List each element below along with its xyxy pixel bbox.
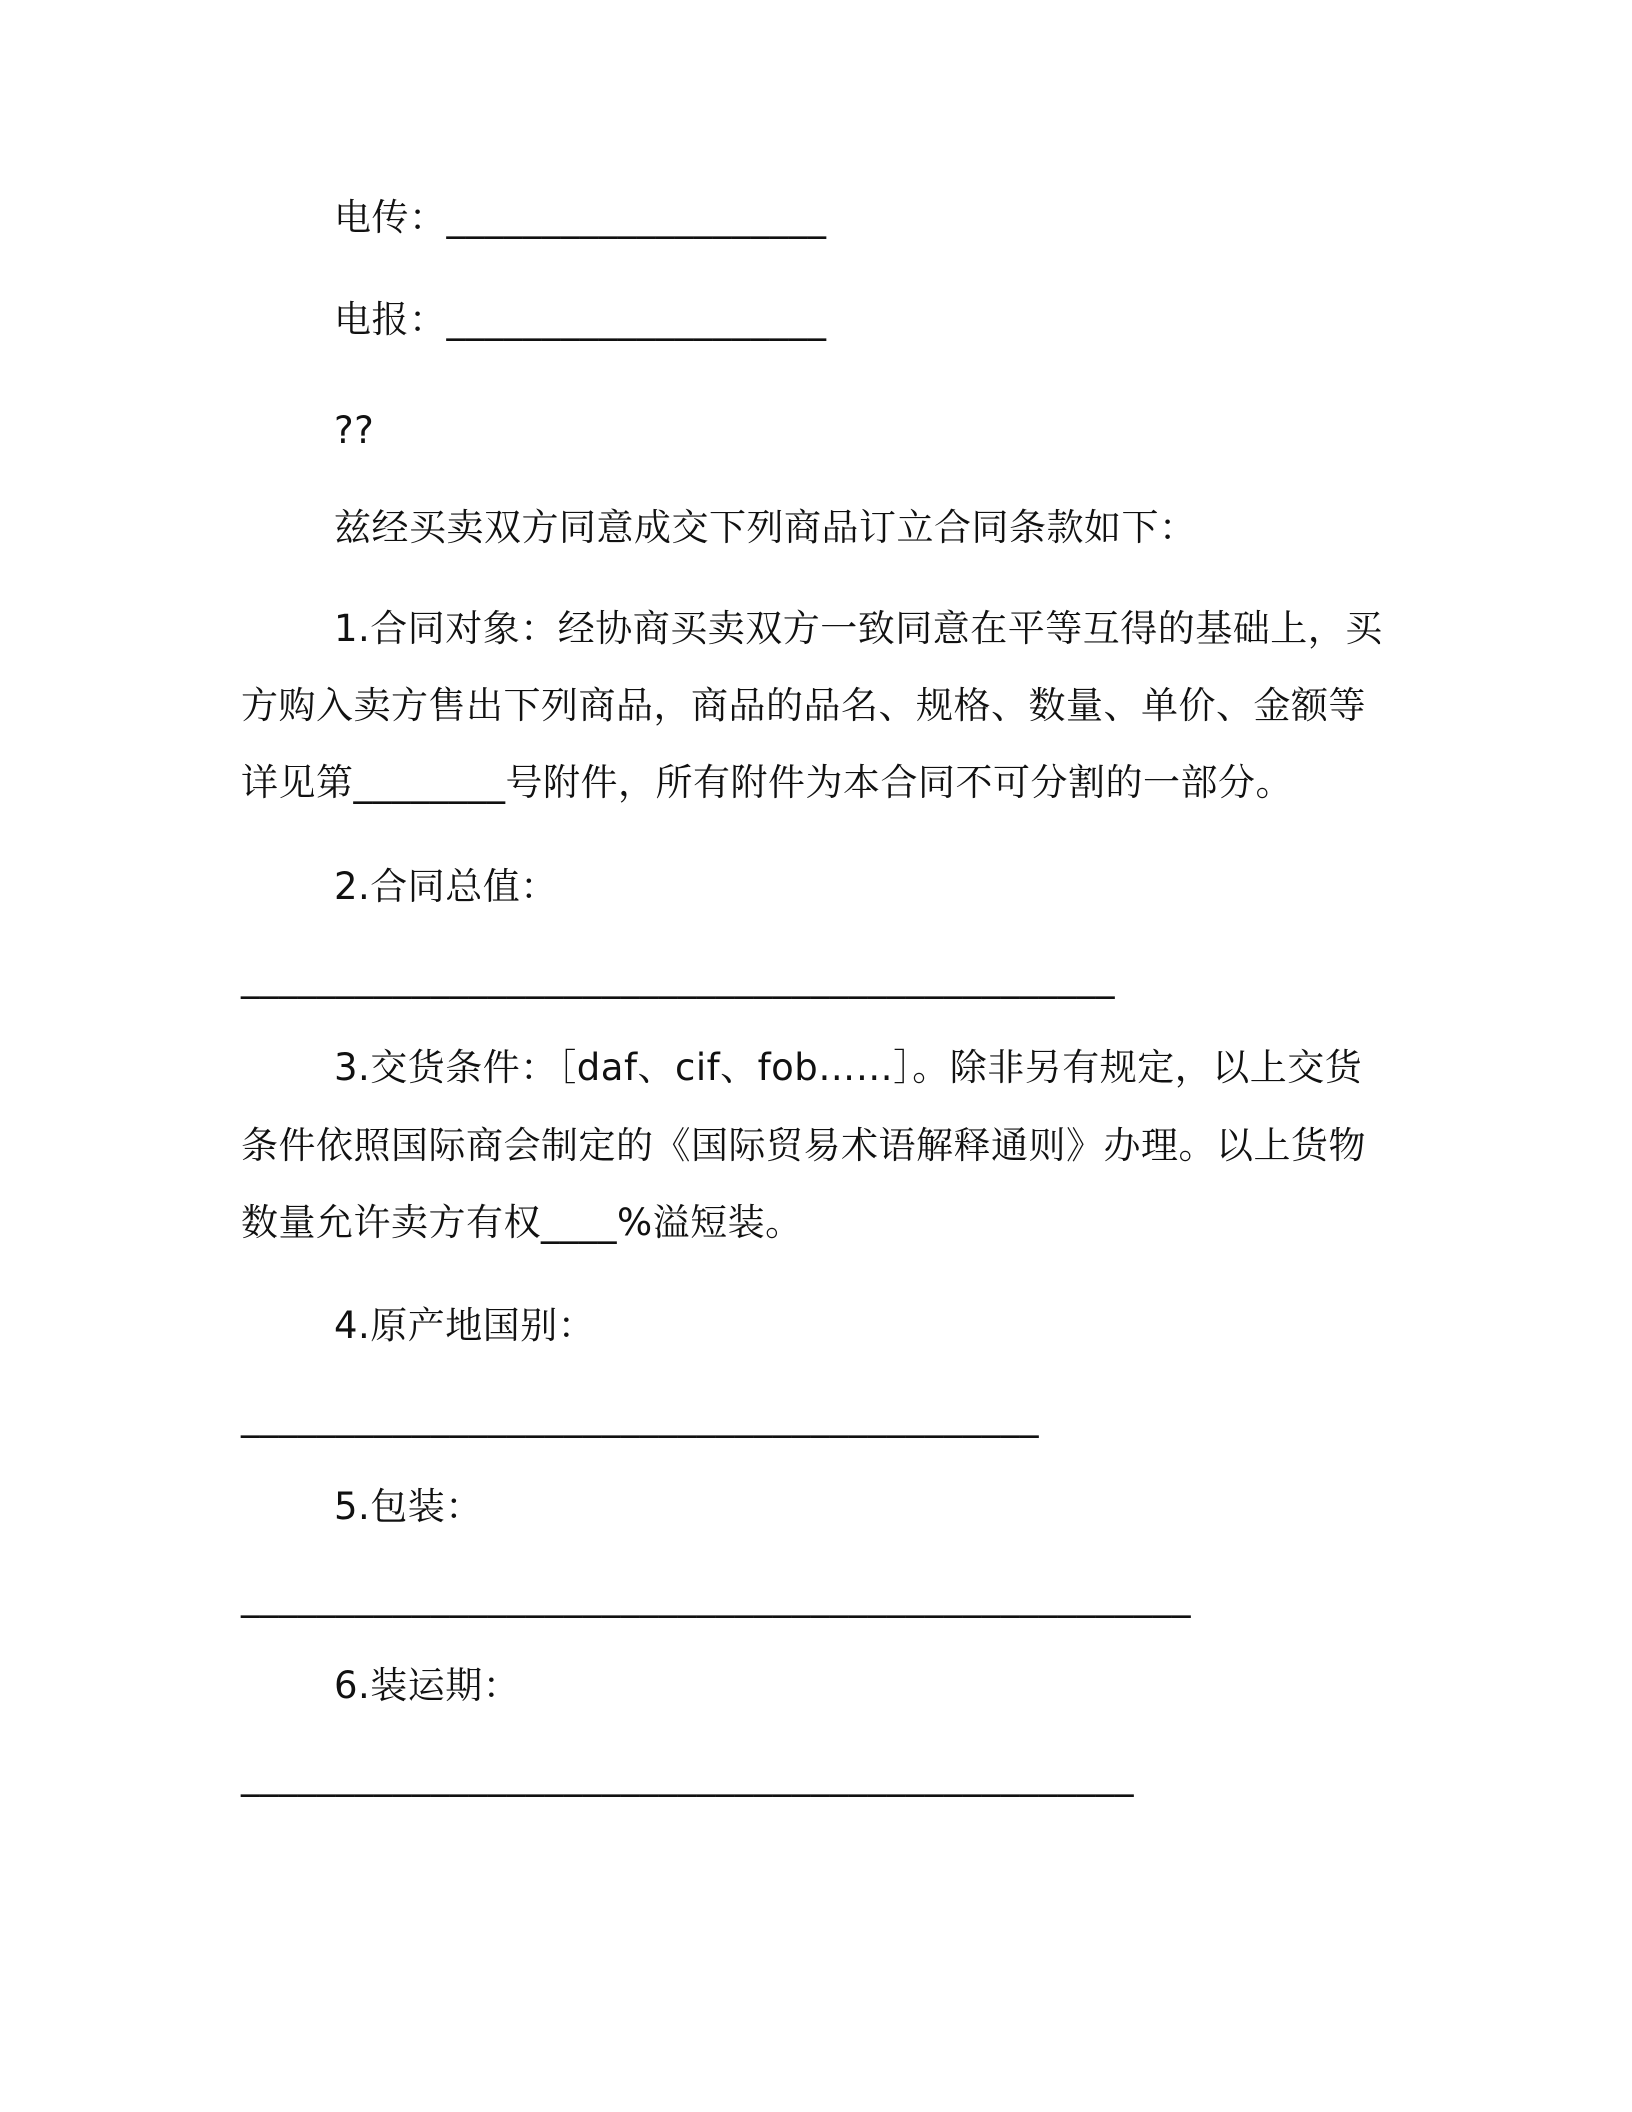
clause-3-line-3: 数量允许卖方有权____%溢短装。 xyxy=(241,1201,803,1244)
telegram-field: 电报：____________________ xyxy=(334,298,827,341)
clause-1-line-3: 详见第________号附件，所有附件为本合同不可分割的一部分。 xyxy=(241,761,1293,804)
clause-2-blank: ______________________________________________ xyxy=(241,956,1115,999)
fax-field: 电传：____________________ xyxy=(334,196,827,239)
placeholder-marks: ?? xyxy=(334,409,375,452)
clause-3-line-2: 条件依照国际商会制定的《国际贸易术语解释通则》办理。以上货物 xyxy=(241,1124,1366,1167)
clause-5-heading: 5.包装： xyxy=(334,1485,483,1528)
clause-1-line-1: 1.合同对象：经协商买卖双方一致同意在平等互得的基础上，买 xyxy=(334,607,1383,650)
clause-2-heading: 2.合同总值： xyxy=(334,865,558,908)
clause-1-line-2: 方购入卖方售出下列商品，商品的品名、规格、数量、单价、金额等 xyxy=(241,684,1366,727)
clause-4-heading: 4.原产地国别： xyxy=(334,1304,596,1347)
clause-4-blank: __________________________________________ xyxy=(241,1395,1039,1438)
clause-6-heading: 6.装运期： xyxy=(334,1664,521,1707)
clause-5-blank: __________________________________________________ xyxy=(241,1575,1191,1618)
clause-6-blank: _______________________________________________ xyxy=(241,1754,1134,1797)
intro-paragraph: 兹经买卖双方同意成交下列商品订立合同条款如下： xyxy=(334,506,1197,549)
clause-3-line-1: 3.交货条件：［daf、cif、fob……］。除非另有规定，以上交货 xyxy=(334,1046,1363,1089)
